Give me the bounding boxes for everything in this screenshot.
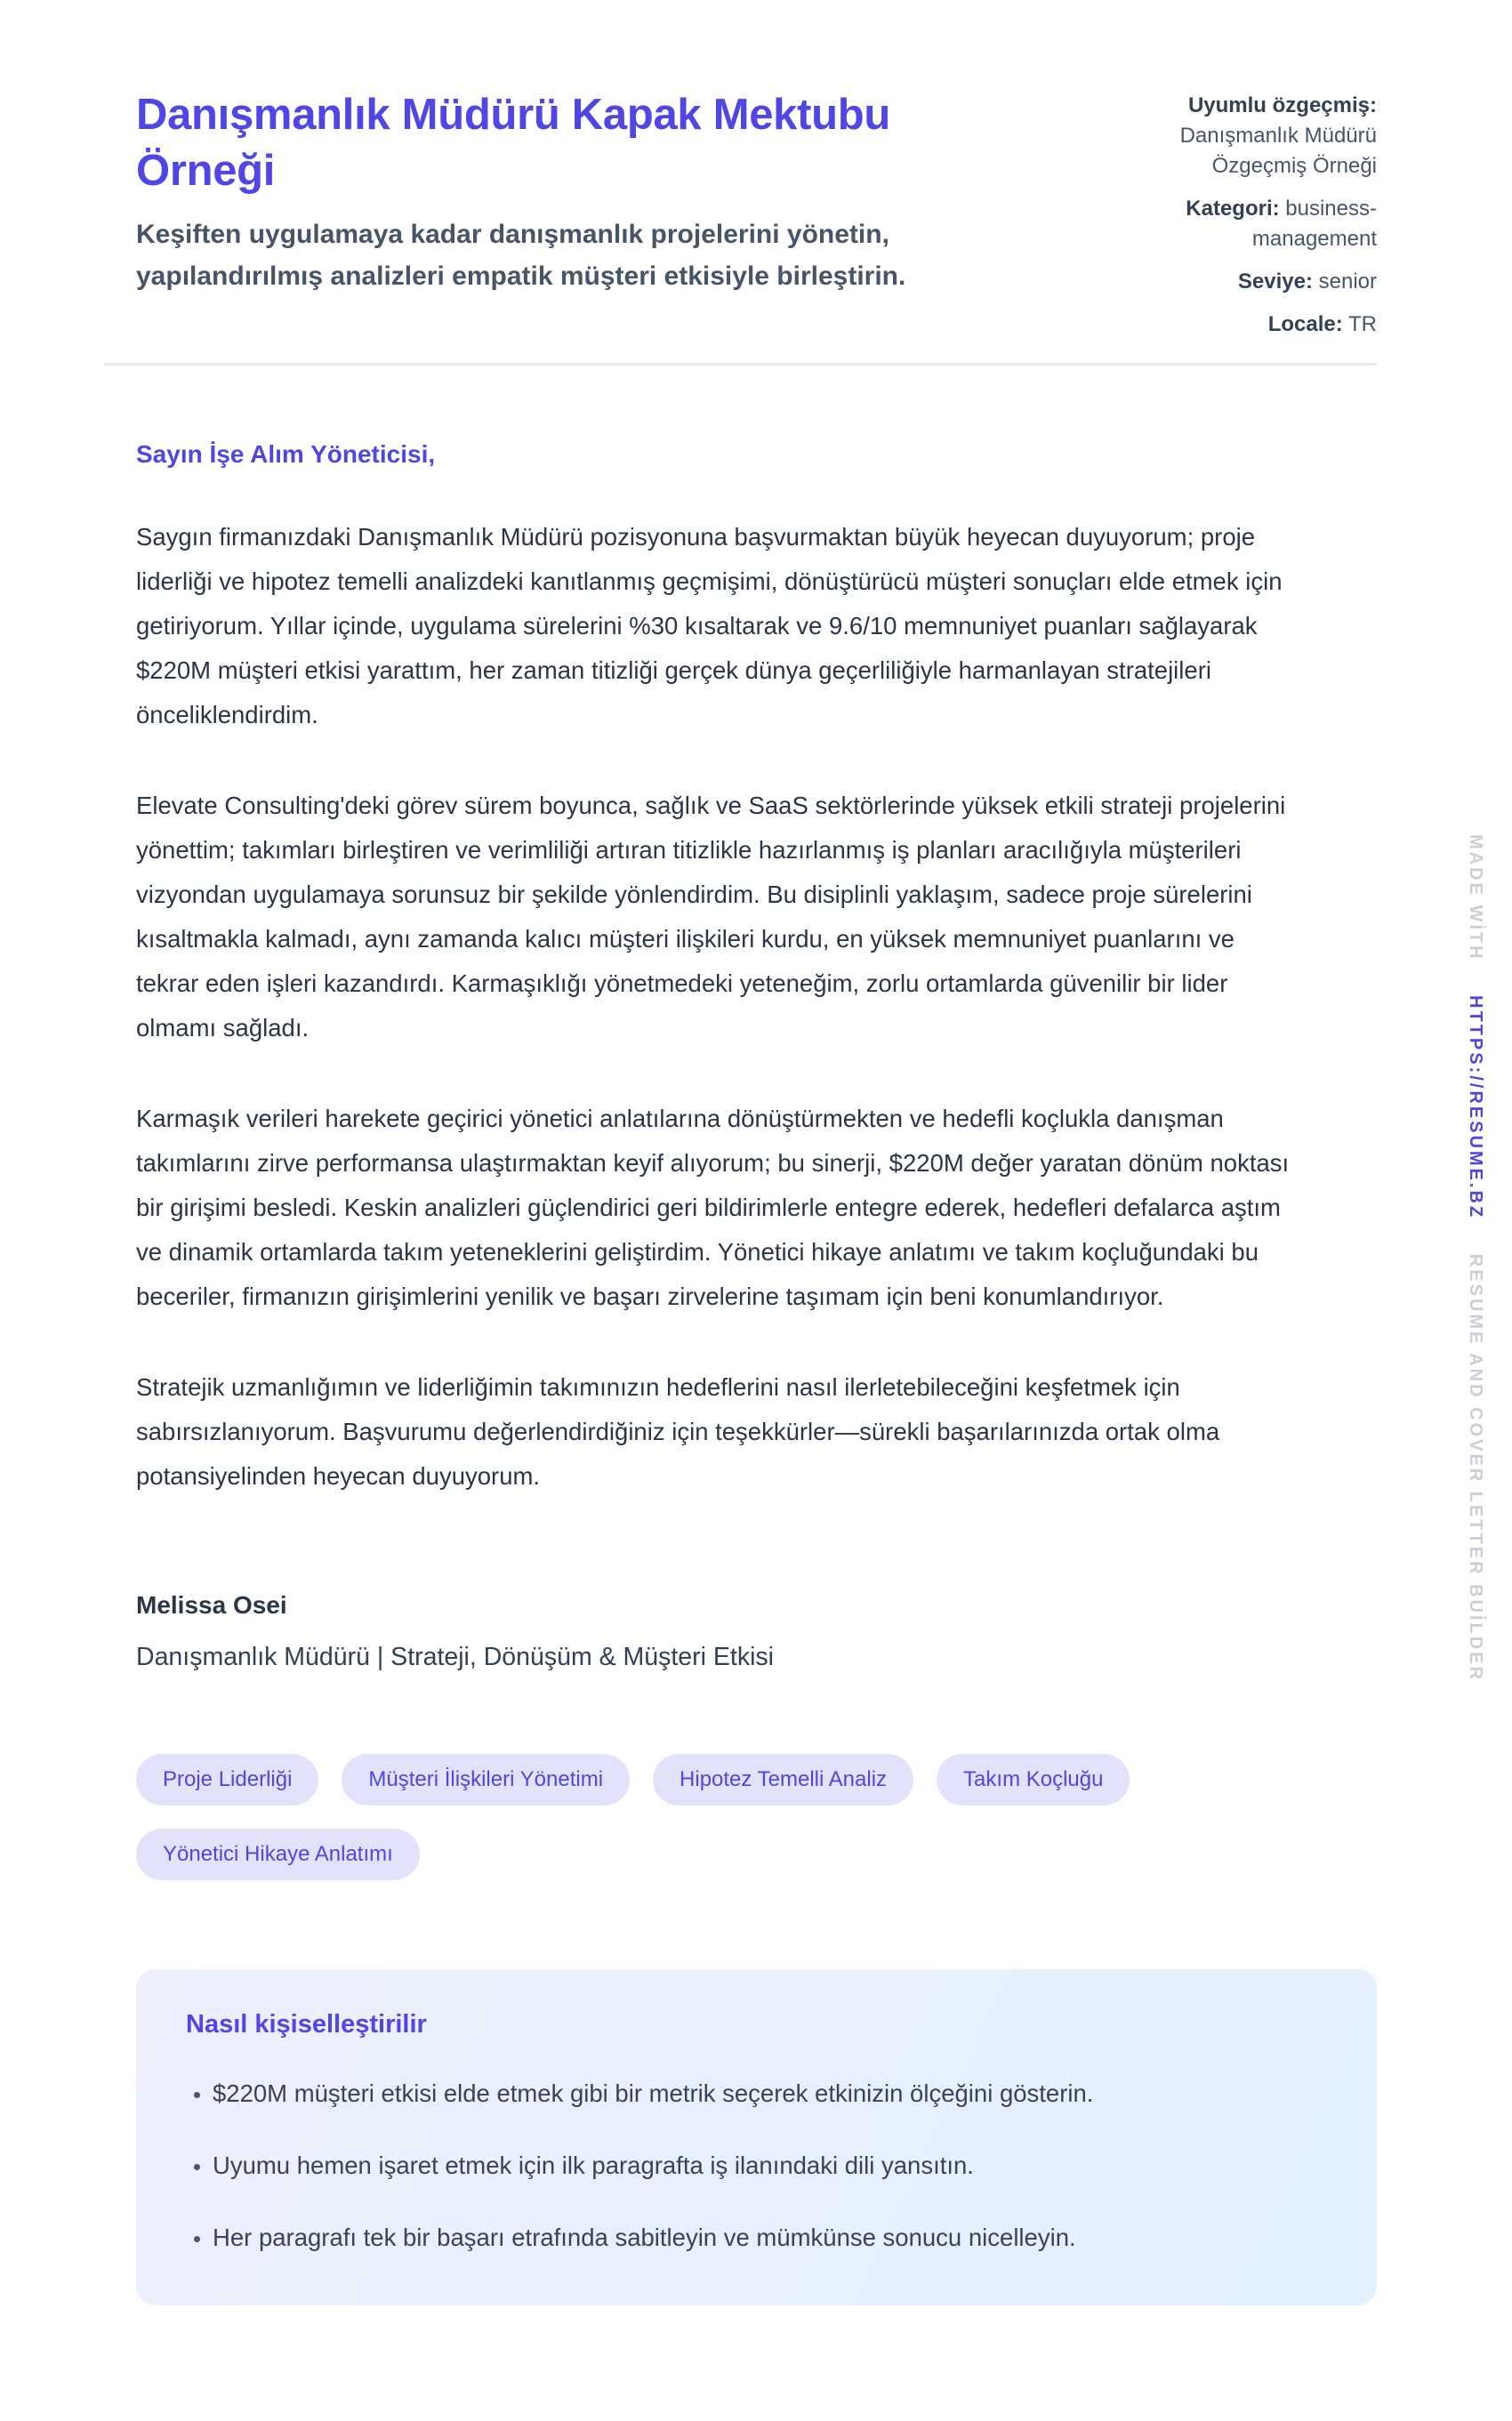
meta-value: Danışmanlık Müdürü Özgeçmiş Örneği	[1179, 124, 1377, 178]
watermark	[1465, 834, 1485, 1682]
header-title-block	[104, 87, 945, 297]
tip-item: • $220M müşteri etkisi elde etmek gibi bir metrik seçerek etkinizin ölçeğini gösterin.	[213, 2077, 1327, 2110]
letter-paragraph: Stratejik uzmanlığımın ve liderliğimin takımınızın hedeflerini nasıl ilerletebileceğini keşfetmek için sabırsızlanıyorum. Başvurumu değerlendirdiğiniz için teşekkürler—sürekli başarılarınızda ortak olma potansiyelinden heyecan duyuyorum.	[136, 1373, 1220, 1490]
tip-item: • Her paragrafı tek bir başarı etrafında sabitleyin ve mümkünse sonucu nicelleyin.	[213, 2221, 1327, 2254]
meta-row	[1119, 91, 1377, 181]
letter-paragraph: Elevate Consulting'deki görev sürem boyunca, sağlık ve SaaS sektörlerinde yüksek etkili strateji projelerini yönettim; takımları birleştiren ve verimliliği artıran titizlikle hazırlanmış iş planları aracılığıyla müşterileri vizyondan uygulamaya sorunsuz bir şekilde yönlendirdim. Bu disiplinli yaklaşım, sadece proje sürelerini kısaltmakla kalmadı, aynı zamanda kalıcı müşteri ilişkileri kurdu, en yüksek memnuniyet puanlarını ve tekrar eden işleri kazandırdı. Karmaşıklığı yönetmedeki yeteneğim, zorlu ortamlarda güvenilir bir lider olmamı sağladı.	[136, 792, 1286, 1042]
cover-letter-body	[104, 440, 1377, 2305]
letter-paragraph: Karmaşık verileri harekete geçirici yönetici anlatılarına dönüştürmekten ve hedefli koçlukla danışman takımlarını zirve performansa ulaştırmaktan keyif alıyorum; bu sinerji, $220M değer yaratan dönüm noktası bir girişimi besledi. Keskin analizleri güçlendirici geri bildirimlerle entegre ederek, hedefleri defalarca aştım ve dinamik ortamlarda takım yeteneklerini geliştirdim. Yönetici hikaye anlatımı ve takım koçluğundaki bu beceriler, firmanızın girişimlerini yenilik ve başarı zirvelerine taşımam için beni konumlandırıyor.	[136, 1105, 1290, 1310]
meta-label: Kategori:	[1186, 197, 1280, 221]
header-divider	[104, 363, 1377, 366]
meta-label: Uyumlu özgeçmiş:	[1187, 93, 1377, 117]
meta-panel	[1119, 87, 1377, 340]
page-title: Danışmanlık Müdürü Kapak Mektubu Örneği	[136, 91, 891, 195]
watermark-resume-bz-link[interactable]: HTTPS://RESUME.BZ	[1466, 995, 1485, 1220]
meta-row	[1119, 267, 1377, 297]
cover-letter-article	[104, 87, 1377, 2305]
tip-item: • Uyumu hemen işaret etmek için ilk paragrafta iş ilanındaki dili yansıtın.	[213, 2149, 1327, 2182]
meta-label: Locale:	[1267, 312, 1343, 336]
header	[104, 87, 1377, 340]
signature-name: Melissa Osei	[136, 1591, 287, 1619]
letter-paragraphs	[136, 515, 1377, 1499]
letter-paragraph: Saygın firmanızdaki Danışmanlık Müdürü pozisyonuna başvurmaktan büyük heyecan duyuyorum; proje liderliği ve hipotez temelli analizdeki kanıtlanmış geçmişimi, dönüştürücü müşteri sonuçları elde etmek için getiriyorum. Yıllar içinde, uygulama sürelerini %30 kısaltarak ve 9.6/10 memnuniyet puanları sağlayarak $220M müşteri etkisi yarattım, her zaman titizliği gerçek dünya geçerliliğiyle harmanlayan stratejileri önceliklendirdim.	[136, 523, 1283, 728]
meta-row	[1119, 310, 1377, 340]
tips-list	[186, 2077, 1327, 2254]
skill-tag[interactable]: Hipotez Temelli Analiz	[653, 1754, 913, 1806]
tips-title: Nasıl kişiselleştirilir	[186, 2010, 427, 2039]
skill-tag[interactable]: Proje Liderliği	[136, 1754, 318, 1806]
watermark-made-with: MADE WİTH	[1466, 834, 1485, 961]
skill-tag[interactable]: Müşteri İlişkileri Yönetimi	[342, 1754, 630, 1806]
meta-value: TR	[1348, 312, 1377, 336]
meta-value: senior	[1318, 269, 1377, 294]
meta-row	[1119, 194, 1377, 254]
skill-tag[interactable]: Yönetici Hikaye Anlatımı	[136, 1829, 420, 1880]
watermark-builder-text: RESUME AND COVER LETTER BUİLDER	[1466, 1253, 1485, 1682]
page-subtitle: Keşiften uygulamaya kadar danışmanlık projelerini yönetin, yapılandırılmış analizleri empatik müşteri etkisiyle birleştirin.	[136, 220, 906, 291]
signature-title: Danışmanlık Müdürü | Strateji, Dönüşüm & Müşteri Etkisi	[136, 1643, 774, 1671]
skill-tags	[136, 1754, 1328, 1880]
meta-value: business-management	[1251, 197, 1377, 251]
skill-tag[interactable]: Takım Koçluğu	[937, 1754, 1130, 1806]
personalization-tips-box	[136, 1969, 1377, 2305]
salutation: Sayın İşe Alım Yöneticisi,	[136, 440, 436, 468]
meta-label: Seviye:	[1237, 269, 1313, 294]
